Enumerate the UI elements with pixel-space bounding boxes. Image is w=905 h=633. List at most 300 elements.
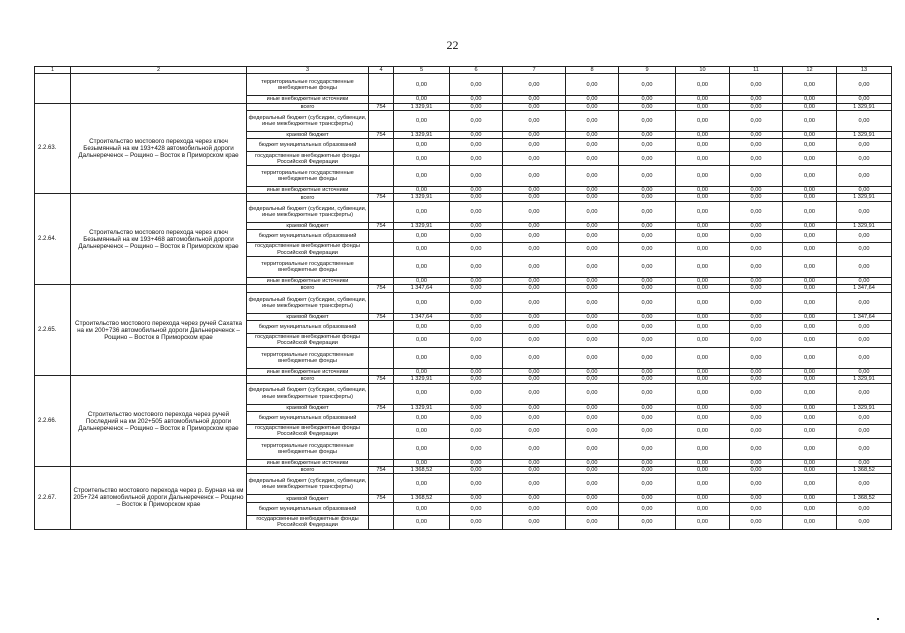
value-cell: 0,00 [730,376,783,383]
value-cell: 0,00 [730,285,783,292]
value-cell: 1 368,52 [394,495,450,502]
value-cell: 0,00 [619,347,676,368]
value-cell: 0,00 [566,222,619,229]
value-cell: 0,00 [503,368,566,375]
kbk-code-cell [369,438,394,459]
value-cell: 0,00 [503,285,566,292]
kbk-code-cell: 754 [369,467,394,474]
value-cell: 0,00 [503,139,566,152]
value-cell: 1 329,91 [394,404,450,411]
value-cell: 0,00 [783,131,837,138]
value-cell: 0,00 [503,257,566,278]
source-cell: краевой бюджет [247,404,369,411]
value-cell: 0,00 [619,495,676,502]
value-cell: 0,00 [676,96,730,103]
value-cell: 0,00 [503,292,566,313]
value-cell: 0,00 [450,347,503,368]
value-cell: 0,00 [394,187,450,194]
value-cell: 0,00 [676,438,730,459]
value-cell: 0,00 [783,515,837,529]
value-cell: 0,00 [676,230,730,243]
value-cell: 0,00 [450,320,503,333]
value-cell: 0,00 [730,230,783,243]
value-cell: 0,00 [394,201,450,222]
value-cell: 0,00 [450,285,503,292]
value-cell: 0,00 [394,347,450,368]
value-cell: 0,00 [566,152,619,166]
column-header: 2 [71,67,247,74]
value-cell: 0,00 [566,74,619,96]
value-cell: 0,00 [676,424,730,438]
value-cell: 0,00 [619,201,676,222]
value-cell: 0,00 [450,502,503,515]
value-cell: 0,00 [394,320,450,333]
value-cell: 0,00 [503,347,566,368]
table-row [35,194,892,201]
source-cell: бюджет муниципальных образований [247,502,369,515]
value-cell: 0,00 [394,474,450,495]
value-cell: 0,00 [837,411,892,424]
value-cell: 0,00 [503,131,566,138]
value-cell: 0,00 [730,194,783,201]
value-cell: 0,00 [783,243,837,257]
value-cell: 0,00 [450,187,503,194]
table-header-row [35,67,892,74]
value-cell: 0,00 [619,411,676,424]
value-cell: 0,00 [730,313,783,320]
value-cell: 0,00 [676,515,730,529]
value-cell: 0,00 [503,411,566,424]
value-cell: 0,00 [503,96,566,103]
value-cell: 0,00 [783,187,837,194]
source-cell: всего [247,285,369,292]
value-cell: 0,00 [676,166,730,187]
value-cell: 0,00 [503,230,566,243]
column-header: 3 [247,67,369,74]
value-cell: 0,00 [619,515,676,529]
value-cell: 0,00 [450,313,503,320]
value-cell: 1 329,91 [394,103,450,110]
value-cell: 0,00 [619,383,676,404]
value-cell: 0,00 [730,187,783,194]
value-cell: 0,00 [619,152,676,166]
source-cell: краевой бюджет [247,131,369,138]
value-cell: 0,00 [450,152,503,166]
value-cell: 0,00 [676,131,730,138]
kbk-code-cell [369,139,394,152]
value-cell: 0,00 [783,103,837,110]
value-cell: 0,00 [676,103,730,110]
value-cell: 0,00 [394,243,450,257]
value-cell: 0,00 [566,404,619,411]
value-cell: 0,00 [730,333,783,347]
value-cell: 0,00 [676,110,730,131]
value-cell: 0,00 [676,495,730,502]
table-row [35,103,892,110]
value-cell: 0,00 [730,166,783,187]
kbk-code-cell [369,515,394,529]
value-cell: 0,00 [566,278,619,285]
value-cell: 0,00 [503,459,566,466]
value-cell: 0,00 [837,166,892,187]
value-cell: 0,00 [503,152,566,166]
value-cell: 0,00 [783,438,837,459]
value-cell: 0,00 [730,74,783,96]
kbk-code-cell [369,347,394,368]
value-cell: 0,00 [394,74,450,96]
value-cell: 0,00 [450,404,503,411]
value-cell: 0,00 [566,474,619,495]
value-cell: 0,00 [566,368,619,375]
kbk-code-cell [369,110,394,131]
source-cell: бюджет муниципальных образований [247,139,369,152]
value-cell: 0,00 [450,74,503,96]
value-cell: 0,00 [783,333,837,347]
value-cell: 0,00 [837,187,892,194]
value-cell: 0,00 [450,383,503,404]
value-cell: 0,00 [730,515,783,529]
value-cell: 0,00 [619,222,676,229]
value-cell: 1 329,91 [837,194,892,201]
value-cell: 0,00 [730,368,783,375]
value-cell: 0,00 [566,495,619,502]
column-header: 12 [783,67,837,74]
value-cell: 0,00 [676,333,730,347]
value-cell: 0,00 [783,222,837,229]
value-cell: 0,00 [394,139,450,152]
value-cell: 0,00 [730,502,783,515]
value-cell: 0,00 [450,243,503,257]
source-cell: федеральный бюджет (субсидии, субвенции, иные межбюджетные трансферты) [247,201,369,222]
value-cell: 0,00 [783,110,837,131]
value-cell: 0,00 [619,459,676,466]
source-cell: федеральный бюджет (субсидии, субвенции, иные межбюджетные трансферты) [247,110,369,131]
source-cell: государсвенные внебюджетные фонды Российской Федерации [247,515,369,529]
value-cell: 0,00 [566,166,619,187]
value-cell: 0,00 [619,230,676,243]
value-cell: 0,00 [619,166,676,187]
kbk-code-cell [369,166,394,187]
value-cell: 0,00 [730,96,783,103]
kbk-code-cell: 754 [369,103,394,110]
value-cell: 0,00 [394,459,450,466]
value-cell: 0,00 [783,383,837,404]
value-cell: 0,00 [394,110,450,131]
kbk-code-cell [369,333,394,347]
value-cell: 0,00 [676,243,730,257]
value-cell: 0,00 [783,502,837,515]
value-cell: 0,00 [619,376,676,383]
value-cell: 0,00 [503,333,566,347]
value-cell: 0,00 [566,194,619,201]
value-cell: 0,00 [503,502,566,515]
value-cell: 0,00 [566,285,619,292]
page-number: 22 [446,38,459,52]
value-cell: 0,00 [394,278,450,285]
value-cell: 0,00 [503,74,566,96]
value-cell: 0,00 [676,467,730,474]
value-cell: 0,00 [450,467,503,474]
value-cell: 0,00 [783,96,837,103]
value-cell: 0,00 [503,278,566,285]
kbk-code-cell [369,292,394,313]
value-cell: 0,00 [619,424,676,438]
value-cell: 0,00 [566,292,619,313]
value-cell: 0,00 [837,201,892,222]
column-header: 8 [566,67,619,74]
value-cell: 0,00 [566,376,619,383]
value-cell: 0,00 [394,333,450,347]
value-cell: 0,00 [503,515,566,529]
value-cell: 0,00 [566,131,619,138]
measure-code: 2.2.67. [35,467,71,530]
value-cell: 0,00 [394,424,450,438]
value-cell: 1 329,91 [394,131,450,138]
column-header: 13 [837,67,892,74]
value-cell: 0,00 [619,333,676,347]
value-cell: 0,00 [676,313,730,320]
column-header: 6 [450,67,503,74]
value-cell: 0,00 [730,383,783,404]
value-cell: 0,00 [730,110,783,131]
value-cell: 0,00 [394,502,450,515]
column-header: 7 [503,67,566,74]
value-cell: 1 329,91 [837,103,892,110]
value-cell: 0,00 [566,313,619,320]
column-header: 5 [394,67,450,74]
value-cell: 0,00 [783,368,837,375]
value-cell: 0,00 [619,103,676,110]
value-cell: 0,00 [394,383,450,404]
value-cell: 0,00 [619,110,676,131]
value-cell: 0,00 [394,152,450,166]
value-cell: 0,00 [619,257,676,278]
value-cell: 0,00 [619,96,676,103]
row-code-cell [35,74,71,103]
measure-name: Строительство мостового перехода через ручей Сахатка на км 200+736 автомобильной дороги Дальнереченск – Рощино – Восток в Приморском крае [71,285,247,376]
value-cell: 1 347,64 [394,313,450,320]
measure-code: 2.2.65. [35,285,71,376]
value-cell: 0,00 [730,103,783,110]
value-cell: 0,00 [676,292,730,313]
kbk-code-cell: 754 [369,376,394,383]
value-cell: 0,00 [730,292,783,313]
value-cell: 0,00 [503,383,566,404]
value-cell: 0,00 [730,278,783,285]
kbk-code-cell [369,230,394,243]
source-cell: территориальные государственные внебюджетные фонды [247,438,369,459]
value-cell: 0,00 [837,474,892,495]
value-cell: 0,00 [619,74,676,96]
value-cell: 0,00 [394,166,450,187]
value-cell: 0,00 [450,333,503,347]
value-cell: 0,00 [450,474,503,495]
value-cell: 0,00 [676,502,730,515]
value-cell: 0,00 [566,502,619,515]
value-cell: 0,00 [837,292,892,313]
row-name-cell [71,74,247,103]
value-cell: 0,00 [783,376,837,383]
value-cell: 0,00 [394,230,450,243]
value-cell: 0,00 [783,278,837,285]
value-cell: 0,00 [619,438,676,459]
value-cell: 0,00 [783,292,837,313]
value-cell: 0,00 [730,243,783,257]
value-cell: 0,00 [503,110,566,131]
value-cell: 0,00 [566,438,619,459]
value-cell: 0,00 [676,474,730,495]
source-cell: федеральный бюджет (субсидии, субвенции, иные межбюджетные трансферты) [247,292,369,313]
measure-name: Строительство мостового перехода через р. Бурная на км 205+724 автомобильной дороги Дальнереченск – Рощино – Восток в Приморском крае [71,467,247,530]
value-cell: 0,00 [837,424,892,438]
value-cell: 0,00 [566,459,619,466]
value-cell: 1 347,64 [837,285,892,292]
value-cell: 0,00 [676,368,730,375]
value-cell: 1 329,91 [394,194,450,201]
kbk-code-cell: 754 [369,495,394,502]
value-cell: 0,00 [783,194,837,201]
value-cell: 0,00 [450,194,503,201]
value-cell: 0,00 [450,424,503,438]
value-cell: 0,00 [837,243,892,257]
value-cell: 0,00 [783,424,837,438]
value-cell: 0,00 [783,285,837,292]
value-cell: 0,00 [394,96,450,103]
value-cell: 0,00 [676,194,730,201]
kbk-code-cell: 754 [369,131,394,138]
measure-code: 2.2.66. [35,376,71,467]
source-cell: всего [247,194,369,201]
value-cell: 0,00 [450,131,503,138]
value-cell: 0,00 [730,131,783,138]
value-cell: 0,00 [503,222,566,229]
value-cell: 0,00 [837,502,892,515]
source-cell: иные внебюджетные источники [247,368,369,375]
value-cell: 0,00 [394,438,450,459]
source-cell: бюджет муниципальных образований [247,230,369,243]
kbk-code-cell [369,96,394,103]
value-cell: 0,00 [619,313,676,320]
kbk-code-cell [369,152,394,166]
source-cell: иные внебюджетные источники [247,96,369,103]
table-row [35,74,892,96]
value-cell: 0,00 [676,347,730,368]
column-header: 10 [676,67,730,74]
value-cell: 0,00 [837,257,892,278]
measure-name: Строительство мостового перехода через ручей Последний на км 202+505 автомобильной дороги Дальнереченск – Рощино – Восток в Приморском крае [71,376,247,467]
value-cell: 0,00 [450,103,503,110]
value-cell: 0,00 [566,139,619,152]
value-cell: 0,00 [676,139,730,152]
source-cell: всего [247,467,369,474]
value-cell: 1 368,52 [394,467,450,474]
value-cell: 0,00 [783,201,837,222]
value-cell: 0,00 [619,187,676,194]
value-cell: 0,00 [783,495,837,502]
kbk-code-cell [369,201,394,222]
value-cell: 0,00 [394,515,450,529]
source-cell: краевой бюджет [247,313,369,320]
kbk-code-cell [369,243,394,257]
value-cell: 0,00 [783,411,837,424]
value-cell: 1 347,64 [394,285,450,292]
kbk-code-cell [369,383,394,404]
value-cell: 0,00 [619,502,676,515]
value-cell: 0,00 [676,320,730,333]
value-cell: 0,00 [566,347,619,368]
value-cell: 0,00 [837,515,892,529]
value-cell: 0,00 [619,292,676,313]
value-cell: 0,00 [676,411,730,424]
column-header: 11 [730,67,783,74]
kbk-code-cell [369,187,394,194]
measure-name: Строительство мостового перехода через ключ Безымянный на км 193+468 автомобильной дороги Дальнереченск – Рощино – Восток в Приморском крае [71,194,247,285]
value-cell: 0,00 [837,278,892,285]
value-cell: 0,00 [503,243,566,257]
value-cell: 0,00 [450,139,503,152]
value-cell: 1 329,91 [394,222,450,229]
kbk-code-cell: 754 [369,285,394,292]
source-cell: территориальные государственные внебюджетные фонды [247,74,369,96]
value-cell: 0,00 [450,230,503,243]
value-cell: 0,00 [450,368,503,375]
measure-code: 2.2.64. [35,194,71,285]
source-cell: государственные внебюджетные фонды Российской Федерации [247,152,369,166]
measure-code: 2.2.63. [35,103,71,194]
source-cell: федеральный бюджет (субсидии, субвенции, иные межбюджетные трансферты) [247,474,369,495]
value-cell: 0,00 [566,320,619,333]
value-cell: 0,00 [783,152,837,166]
source-cell: иные внебюджетные источники [247,459,369,466]
value-cell: 0,00 [730,467,783,474]
value-cell: 0,00 [837,333,892,347]
value-cell: 0,00 [783,313,837,320]
value-cell: 0,00 [566,103,619,110]
column-header: 9 [619,67,676,74]
value-cell: 0,00 [730,495,783,502]
kbk-code-cell [369,278,394,285]
value-cell: 0,00 [619,278,676,285]
value-cell: 0,00 [783,459,837,466]
value-cell: 0,00 [450,459,503,466]
value-cell: 0,00 [730,438,783,459]
value-cell: 0,00 [503,438,566,459]
value-cell: 0,00 [450,438,503,459]
value-cell: 0,00 [619,467,676,474]
value-cell: 0,00 [837,96,892,103]
value-cell: 1 329,91 [837,376,892,383]
value-cell: 0,00 [837,347,892,368]
value-cell: 0,00 [783,139,837,152]
value-cell: 0,00 [619,368,676,375]
source-cell: всего [247,103,369,110]
value-cell: 0,00 [783,166,837,187]
value-cell: 0,00 [730,139,783,152]
value-cell: 0,00 [676,278,730,285]
source-cell: краевой бюджет [247,222,369,229]
value-cell: 0,00 [503,424,566,438]
source-cell: территориальные государственные внебюджетные фонды [247,257,369,278]
table-row [35,285,892,292]
value-cell: 0,00 [503,103,566,110]
value-cell: 0,00 [394,368,450,375]
value-cell: 0,00 [730,222,783,229]
value-cell: 0,00 [450,222,503,229]
value-cell: 0,00 [837,139,892,152]
value-cell: 0,00 [566,201,619,222]
value-cell: 0,00 [730,459,783,466]
value-cell: 0,00 [619,285,676,292]
